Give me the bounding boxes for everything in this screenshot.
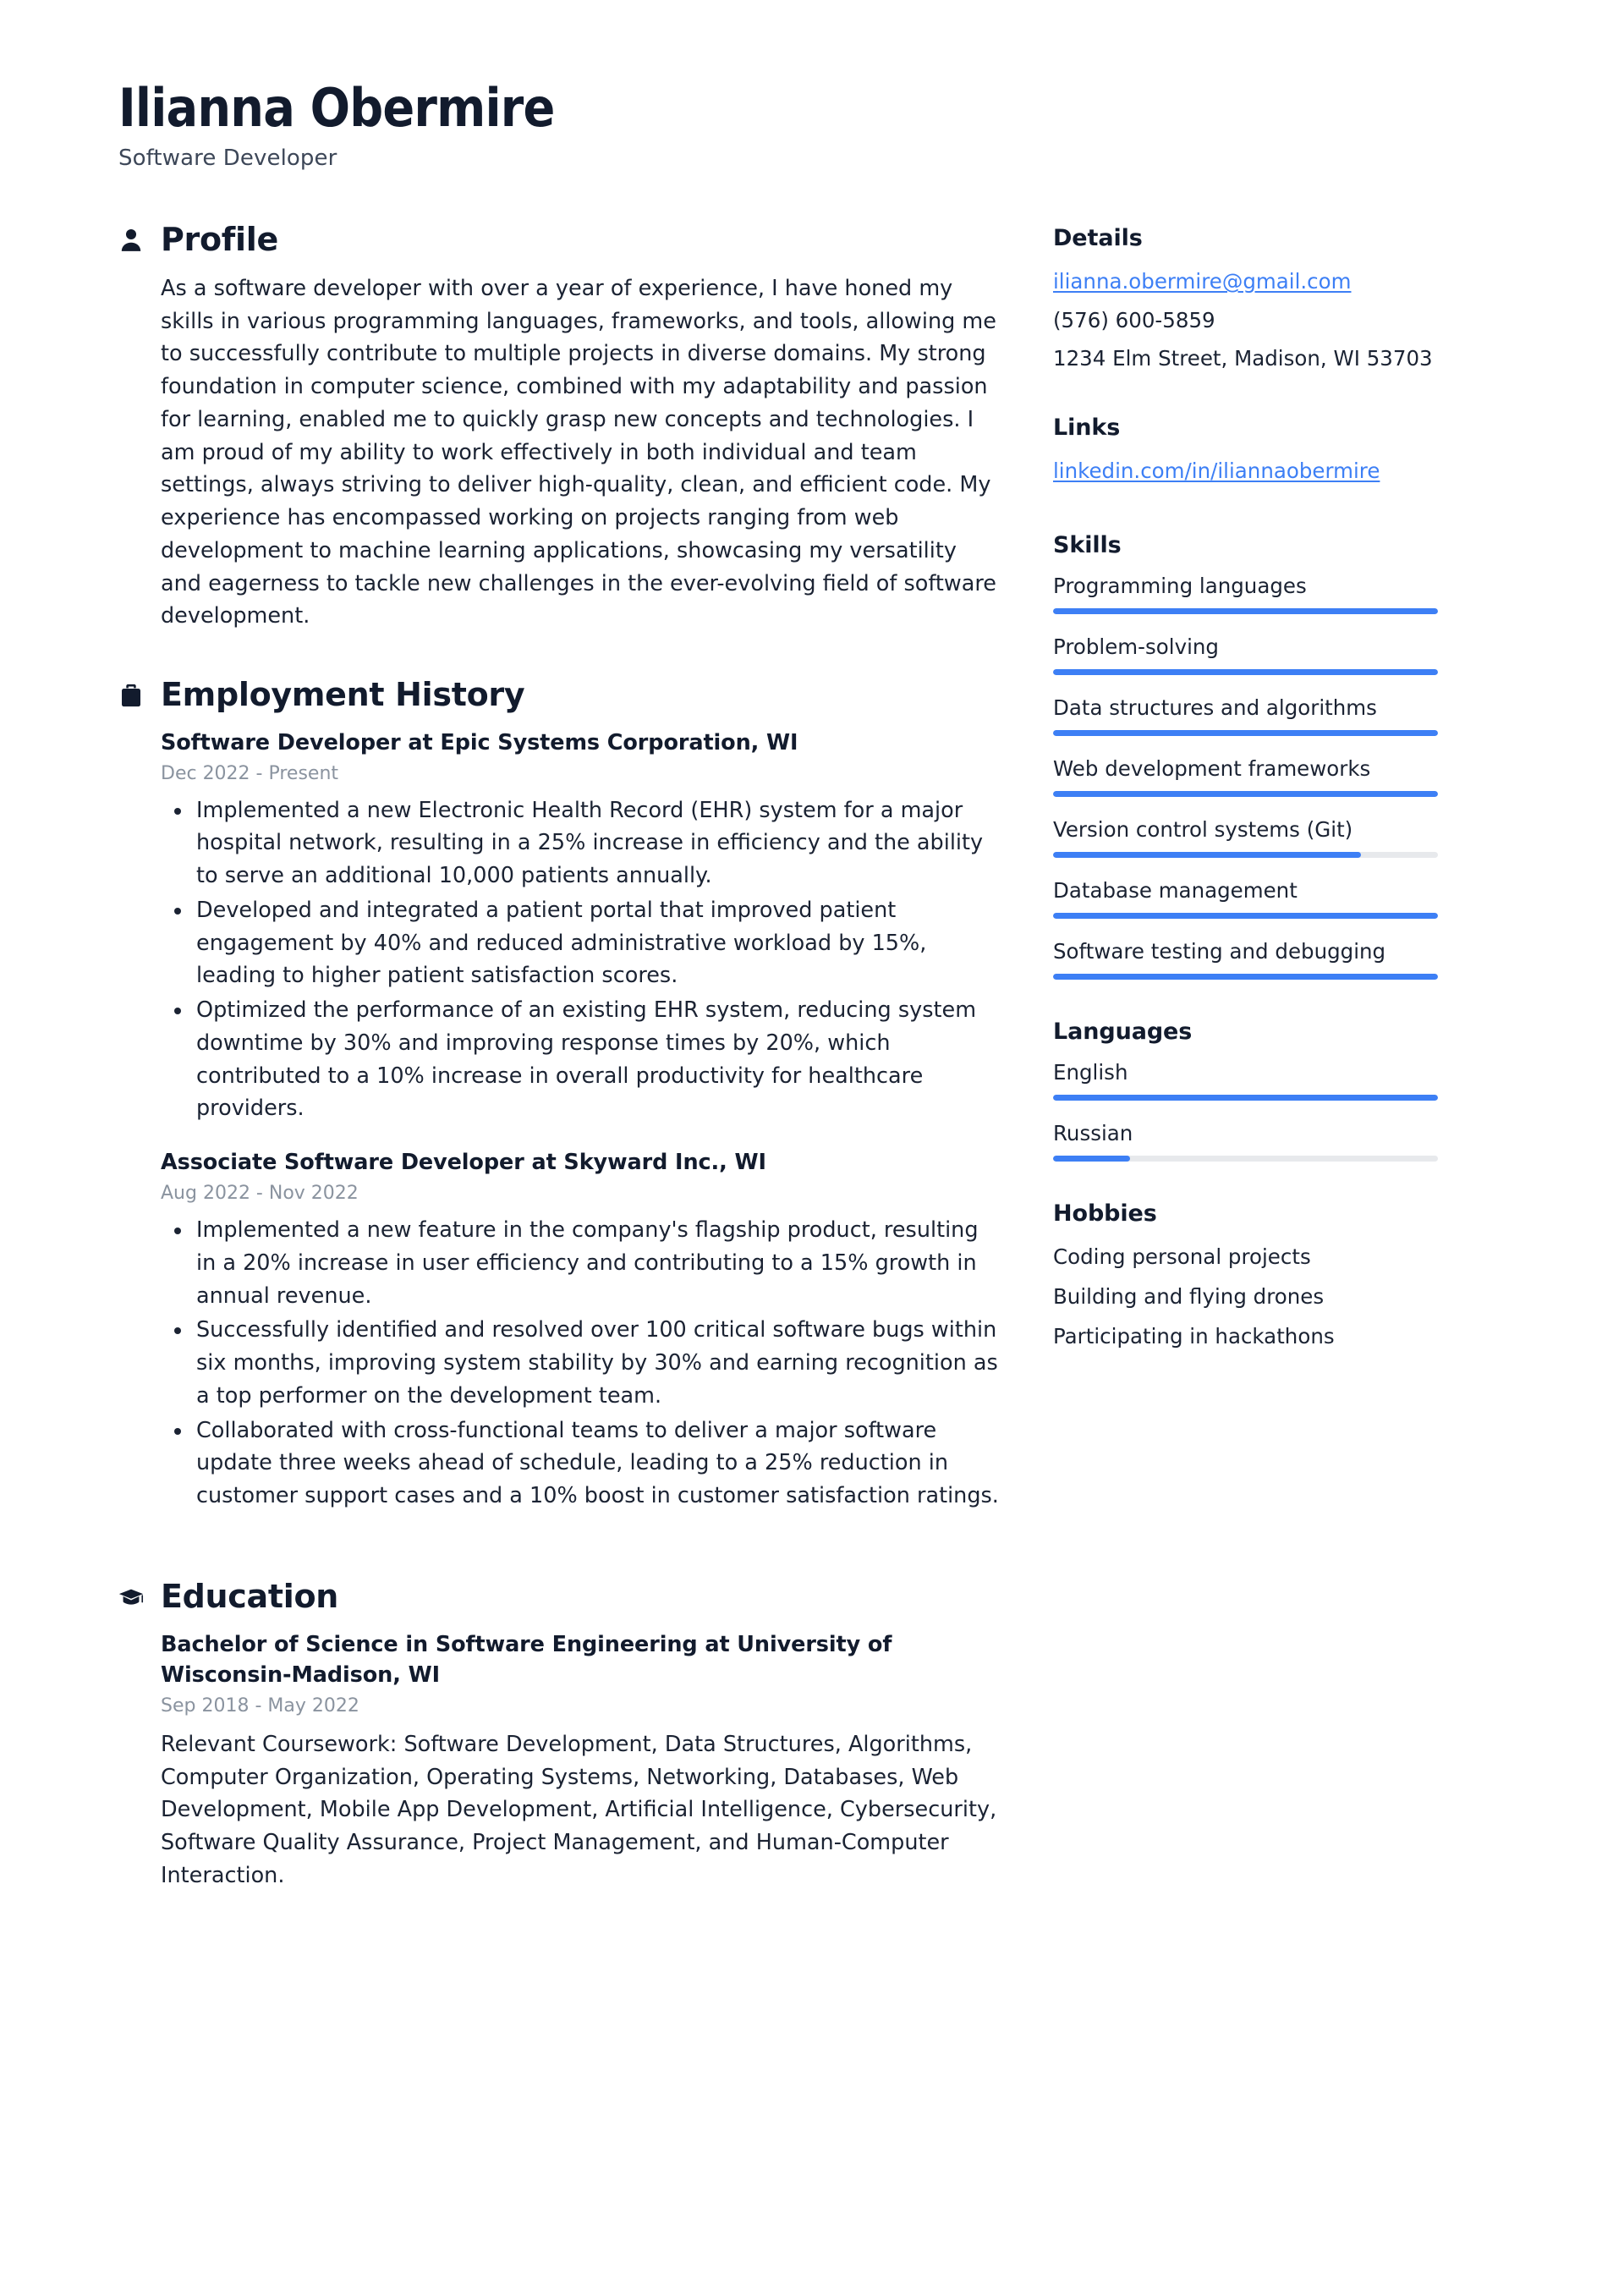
skill-item	[1053, 755, 1489, 797]
skill-label: Version control systems (Git)	[1053, 817, 1353, 843]
skill-label: Database management	[1053, 878, 1298, 904]
section-education	[118, 1579, 1002, 1892]
phone-number: (576) 600-5859	[1053, 307, 1215, 332]
employment-title: Employment History	[161, 676, 525, 714]
language-level-track	[1053, 1095, 1438, 1101]
language-level-fill	[1053, 1095, 1438, 1101]
skill-item	[1053, 694, 1489, 736]
employment-body	[118, 728, 1002, 1513]
education-body	[118, 1629, 1002, 1892]
skill-label: Programming languages	[1053, 573, 1307, 598]
skill-label: Web development frameworks	[1053, 756, 1371, 782]
sidebar-links	[1053, 415, 1489, 493]
skill-level-track	[1053, 852, 1438, 858]
employment-entry-title: Associate Software Developer at Skyward Inc., WI	[161, 1150, 766, 1176]
education-entry-date: Sep 2018 - May 2022	[161, 1695, 359, 1717]
skill-label: Software testing and debugging	[1053, 939, 1386, 964]
skill-level-track	[1053, 974, 1438, 980]
skill-level-fill	[1053, 730, 1438, 736]
section-profile	[118, 222, 1002, 633]
skill-level-track	[1053, 791, 1438, 797]
resume-header	[118, 77, 1506, 172]
language-level-fill	[1053, 1156, 1130, 1162]
profile-text: As a software developer with over a year of experience, I have honed my skills in various programming languages, frameworks, and tools, allowing me to successfully contribute to multiple projects in diverse domains. My strong foundation in computer science, combined with my adaptability and passion for learning, enabled me to quickly grasp new concepts and technologies. I am proud of my ability to work effectively in both individual and team settings, always striving to deliver high-quality, clean, and efficient code. My experience has encompassed working on projects ranging from web development to machine learning applications, showcasing my versatility and eagerness to tackle new challenges in the ever-evolving field of software development.	[161, 275, 996, 629]
candidate-job-title: Software Developer	[118, 146, 337, 172]
skill-level-fill	[1053, 791, 1438, 797]
main-column	[118, 222, 1053, 1908]
mailing-address: 1234 Elm Street, Madison, WI 53703	[1053, 346, 1433, 371]
education-entry-title: Bachelor of Science in Software Engineering at University of Wisconsin-Madison, WI	[161, 1631, 892, 1688]
profile-heading-row	[118, 222, 1002, 259]
skills-heading: Skills	[1053, 531, 1122, 558]
hobby-item: Coding personal projects	[1053, 1244, 1311, 1270]
skill-level-fill	[1053, 974, 1438, 980]
list-item: Successfully identified and resolved over 100 critical software bugs within six months, improving system stability by 30% and earning recognition as a top performer on the development team.	[161, 1314, 1002, 1412]
skill-item	[1053, 816, 1489, 858]
language-label: English	[1053, 1060, 1128, 1085]
resume-columns	[118, 222, 1506, 1908]
skill-item	[1053, 572, 1489, 614]
language-item	[1053, 1058, 1489, 1101]
list-item: Collaborated with cross-functional teams to deliver a major software update three weeks ahead of schedule, leading to a 25% reduction in customer support cases and a 10% boost in customer satisfaction ratings.	[161, 1414, 1002, 1513]
links-heading: Links	[1053, 415, 1121, 442]
employment-heading-row	[118, 677, 1002, 714]
skill-level-fill	[1053, 913, 1438, 919]
profile-title: Profile	[161, 221, 278, 259]
sidebar-languages	[1053, 1019, 1489, 1162]
skill-label: Data structures and algorithms	[1053, 695, 1377, 720]
hobby-item: Building and flying drones	[1053, 1284, 1325, 1310]
skill-level-fill	[1053, 669, 1438, 675]
candidate-name: Ilianna Obermire	[118, 77, 555, 139]
languages-heading: Languages	[1053, 1019, 1193, 1046]
skill-level-fill	[1053, 852, 1361, 858]
skill-item	[1053, 937, 1489, 980]
education-entry	[161, 1629, 1002, 1892]
skill-level-track	[1053, 608, 1438, 614]
person-icon	[118, 228, 144, 252]
sidebar-skills	[1053, 532, 1489, 980]
list-item: Implemented a new Electronic Health Record (EHR) system for a major hospital network, resulting in a 25% increase in efficiency and the ability to serve an additional 10,000 patients annually.	[161, 794, 1002, 893]
education-title: Education	[161, 1577, 339, 1615]
education-heading-row	[118, 1579, 1002, 1616]
employment-entry-date: Aug 2022 - Nov 2022	[161, 1183, 359, 1205]
language-level-track	[1053, 1156, 1438, 1162]
hobby-item: Participating in hackathons	[1053, 1323, 1335, 1348]
email-link[interactable]: ilianna.obermire@gmail.com	[1053, 269, 1352, 294]
profile-body	[118, 272, 1002, 633]
language-label: Russian	[1053, 1121, 1133, 1146]
skill-item	[1053, 633, 1489, 675]
sidebar-details	[1053, 225, 1489, 376]
details-heading: Details	[1053, 225, 1143, 252]
skill-label: Problem-solving	[1053, 634, 1219, 659]
hobbies-heading: Hobbies	[1053, 1200, 1157, 1228]
skill-level-track	[1053, 913, 1438, 919]
skill-level-track	[1053, 669, 1438, 675]
section-employment	[118, 677, 1002, 1513]
education-entry-description: Relevant Coursework: Software Development, Data Structures, Algorithms, Computer Organization, Operating Systems, Networking, Databases, Web Development, Mobile App Development, Artificial Intelligence, Cybersecurity, Software Quality Assurance, Project Management, and Human-Computer Interaction.	[161, 1731, 997, 1888]
language-item	[1053, 1119, 1489, 1162]
sidebar-column	[1053, 222, 1489, 1392]
employment-entry-title: Software Developer at Epic Systems Corporation, WI	[161, 729, 798, 755]
skill-level-track	[1053, 730, 1438, 736]
employment-entry-date: Dec 2022 - Present	[161, 762, 339, 784]
employment-entry	[161, 1147, 1002, 1513]
list-item: Optimized the performance of an existing EHR system, reducing system downtime by 30% and improving response times by 20%, which contributed to a 10% increase in overall productivity for healthcare providers.	[161, 994, 1002, 1125]
graduation-cap-icon	[118, 1588, 144, 1607]
list-item: Implemented a new feature in the company's flagship product, resulting in a 20% increase in user efficiency and contributing to a 15% growth in annual revenue.	[161, 1214, 1002, 1312]
list-item: Developed and integrated a patient portal that improved patient engagement by 40% and reduced administrative workload by 15%, leading to higher patient satisfaction scores.	[161, 894, 1002, 992]
skill-item	[1053, 876, 1489, 919]
skill-level-fill	[1053, 608, 1438, 614]
briefcase-icon	[118, 684, 144, 707]
employment-entry-bullets	[161, 1214, 1002, 1513]
sidebar-hobbies	[1053, 1200, 1489, 1353]
employment-entry	[161, 728, 1002, 1126]
linkedin-link[interactable]: linkedin.com/in/iliannaobermire	[1053, 459, 1380, 484]
employment-entry-bullets	[161, 794, 1002, 1126]
